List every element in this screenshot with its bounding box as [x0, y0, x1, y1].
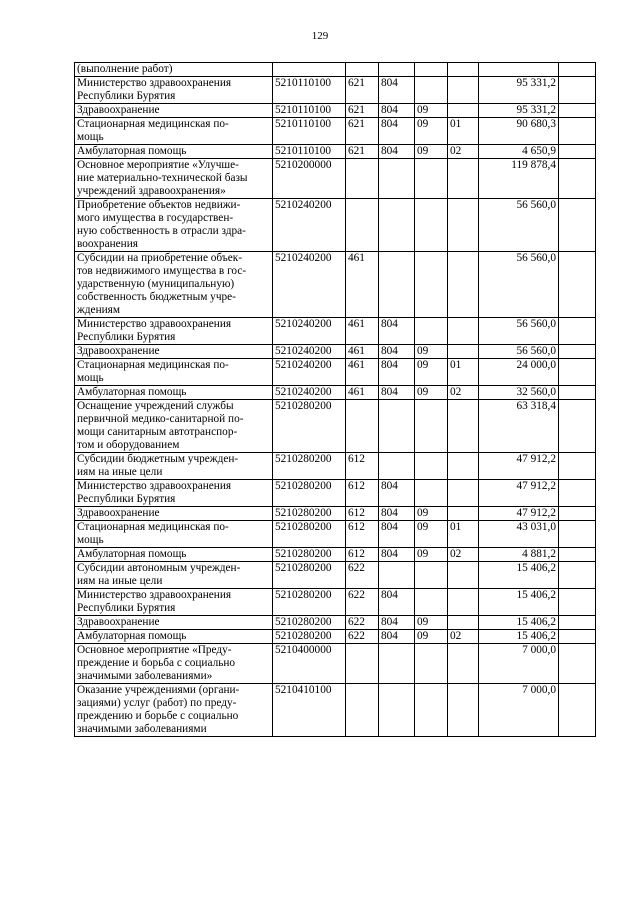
amount-cell: 47 912,2: [479, 480, 559, 507]
expense-type-cell: [346, 159, 379, 199]
row-name-cell: Министерство здравоохранения Республики Бурятия: [75, 77, 273, 104]
expense-type-cell: 622: [346, 589, 379, 616]
extra-cell: [559, 548, 596, 562]
extra-cell: [559, 630, 596, 644]
row-name-cell: Основное мероприятие «Улучше- ние материально-технической базы учреждений здравоохранения»: [75, 159, 273, 199]
subsection-cell: [448, 684, 479, 737]
extra-cell: [559, 521, 596, 548]
amount-cell: 56 560,0: [479, 252, 559, 318]
ministry-code-cell: [379, 644, 415, 684]
row-name-cell: Министерство здравоохранения Республики Бурятия: [75, 589, 273, 616]
amount-cell: 24 000,0: [479, 359, 559, 386]
section-cell: 09: [415, 616, 448, 630]
ministry-code-cell: 804: [379, 386, 415, 400]
section-cell: 09: [415, 104, 448, 118]
subsection-cell: [448, 345, 479, 359]
section-cell: [415, 159, 448, 199]
ministry-code-cell: 804: [379, 345, 415, 359]
extra-cell: [559, 104, 596, 118]
amount-cell: 63 318,4: [479, 400, 559, 453]
ministry-code-cell: [379, 199, 415, 252]
subsection-cell: [448, 159, 479, 199]
section-cell: 09: [415, 630, 448, 644]
ministry-code-cell: 804: [379, 359, 415, 386]
amount-cell: 47 912,2: [479, 507, 559, 521]
ministry-code-cell: 804: [379, 630, 415, 644]
section-cell: 09: [415, 345, 448, 359]
row-name-cell: Субсидии автономным учрежден- иям на иные цели: [75, 562, 273, 589]
table-row: [75, 630, 596, 644]
target-article-cell: 5210280200: [273, 562, 346, 589]
ministry-code-cell: [379, 252, 415, 318]
target-article-cell: 5210200000: [273, 159, 346, 199]
row-name-cell: (выполнение работ): [75, 63, 273, 77]
table-row: [75, 199, 596, 252]
target-article-cell: 5210280200: [273, 400, 346, 453]
section-cell: 09: [415, 521, 448, 548]
amount-cell: 15 406,2: [479, 630, 559, 644]
target-article-cell: 5210240200: [273, 252, 346, 318]
ministry-code-cell: 804: [379, 118, 415, 145]
expense-type-cell: 612: [346, 480, 379, 507]
ministry-code-cell: [379, 400, 415, 453]
section-cell: [415, 589, 448, 616]
amount-cell: 56 560,0: [479, 318, 559, 345]
extra-cell: [559, 145, 596, 159]
row-name-cell: Амбулаторная помощь: [75, 145, 273, 159]
amount-cell: 95 331,2: [479, 104, 559, 118]
ministry-code-cell: 804: [379, 104, 415, 118]
budget-table-body: [75, 63, 596, 737]
target-article-cell: 5210280200: [273, 616, 346, 630]
table-row: [75, 345, 596, 359]
table-row: [75, 507, 596, 521]
section-cell: [415, 252, 448, 318]
table-row: [75, 548, 596, 562]
target-article-cell: 5210280200: [273, 507, 346, 521]
table-row: [75, 562, 596, 589]
table-row: [75, 118, 596, 145]
section-cell: 09: [415, 386, 448, 400]
page-number: 129: [311, 30, 329, 42]
target-article-cell: 5210410100: [273, 684, 346, 737]
amount-cell: 7 000,0: [479, 684, 559, 737]
target-article-cell: 5210240200: [273, 386, 346, 400]
ministry-code-cell: 804: [379, 548, 415, 562]
target-article-cell: 5210110100: [273, 77, 346, 104]
expense-type-cell: [346, 199, 379, 252]
section-cell: [415, 400, 448, 453]
subsection-cell: [448, 199, 479, 252]
target-article-cell: 5210240200: [273, 359, 346, 386]
table-row: [75, 480, 596, 507]
table-row: [75, 386, 596, 400]
ministry-code-cell: [379, 453, 415, 480]
amount-cell: 15 406,2: [479, 589, 559, 616]
expense-type-cell: 622: [346, 616, 379, 630]
subsection-cell: 01: [448, 118, 479, 145]
target-article-cell: 5210240200: [273, 345, 346, 359]
extra-cell: [559, 359, 596, 386]
amount-cell: 90 680,3: [479, 118, 559, 145]
subsection-cell: [448, 507, 479, 521]
table-row: [75, 318, 596, 345]
table-row: [75, 589, 596, 616]
row-name-cell: Приобретение объектов недвижи- мого имущества в государствен- ную собственность в отрасли здра- воохранения: [75, 199, 273, 252]
amount-cell: 43 031,0: [479, 521, 559, 548]
subsection-cell: [448, 453, 479, 480]
target-article-cell: [273, 63, 346, 77]
target-article-cell: 5210110100: [273, 145, 346, 159]
extra-cell: [559, 562, 596, 589]
section-cell: [415, 63, 448, 77]
section-cell: [415, 562, 448, 589]
expense-type-cell: [346, 400, 379, 453]
extra-cell: [559, 159, 596, 199]
row-name-cell: Субсидии бюджетным учрежден- иям на иные цели: [75, 453, 273, 480]
budget-table: [74, 62, 596, 737]
extra-cell: [559, 480, 596, 507]
table-row: [75, 644, 596, 684]
extra-cell: [559, 63, 596, 77]
table-row: [75, 63, 596, 77]
amount-cell: 56 560,0: [479, 345, 559, 359]
subsection-cell: [448, 616, 479, 630]
extra-cell: [559, 386, 596, 400]
subsection-cell: [448, 318, 479, 345]
extra-cell: [559, 199, 596, 252]
amount-cell: 56 560,0: [479, 199, 559, 252]
extra-cell: [559, 507, 596, 521]
target-article-cell: 5210400000: [273, 644, 346, 684]
subsection-cell: [448, 400, 479, 453]
section-cell: [415, 77, 448, 104]
extra-cell: [559, 644, 596, 684]
expense-type-cell: 461: [346, 359, 379, 386]
ministry-code-cell: 804: [379, 145, 415, 159]
expense-type-cell: 461: [346, 345, 379, 359]
subsection-cell: [448, 589, 479, 616]
ministry-code-cell: 804: [379, 616, 415, 630]
subsection-cell: [448, 63, 479, 77]
extra-cell: [559, 77, 596, 104]
ministry-code-cell: 804: [379, 480, 415, 507]
section-cell: 09: [415, 118, 448, 145]
amount-cell: 32 560,0: [479, 386, 559, 400]
amount-cell: 47 912,2: [479, 453, 559, 480]
table-row: [75, 400, 596, 453]
expense-type-cell: 621: [346, 104, 379, 118]
subsection-cell: 02: [448, 145, 479, 159]
section-cell: [415, 684, 448, 737]
table-row: [75, 77, 596, 104]
ministry-code-cell: 804: [379, 318, 415, 345]
expense-type-cell: 461: [346, 252, 379, 318]
target-article-cell: 5210240200: [273, 318, 346, 345]
expense-type-cell: 612: [346, 507, 379, 521]
table-row: [75, 145, 596, 159]
subsection-cell: [448, 104, 479, 118]
row-name-cell: Здравоохранение: [75, 616, 273, 630]
ministry-code-cell: [379, 159, 415, 199]
row-name-cell: Стационарная медицинская по- мощь: [75, 521, 273, 548]
extra-cell: [559, 589, 596, 616]
target-article-cell: 5210110100: [273, 118, 346, 145]
extra-cell: [559, 684, 596, 737]
amount-cell: [479, 63, 559, 77]
ministry-code-cell: 804: [379, 507, 415, 521]
table-row: [75, 616, 596, 630]
target-article-cell: 5210280200: [273, 589, 346, 616]
ministry-code-cell: 804: [379, 77, 415, 104]
section-cell: 09: [415, 359, 448, 386]
target-article-cell: 5210280200: [273, 630, 346, 644]
table-row: [75, 159, 596, 199]
table-row: [75, 521, 596, 548]
expense-type-cell: 621: [346, 118, 379, 145]
row-name-cell: Здравоохранение: [75, 507, 273, 521]
subsection-cell: 02: [448, 630, 479, 644]
row-name-cell: Субсидии на приобретение объек- тов недвижимого имущества в гос- ударственную (муниципальную) собственность бюджетным учре- ждениям: [75, 252, 273, 318]
ministry-code-cell: [379, 684, 415, 737]
amount-cell: 15 406,2: [479, 616, 559, 630]
expense-type-cell: 622: [346, 630, 379, 644]
section-cell: [415, 453, 448, 480]
section-cell: [415, 199, 448, 252]
row-name-cell: Оказание учреждениями (органи- зациями) услуг (работ) по преду- преждению и борьбе с социально значимыми заболеваниями: [75, 684, 273, 737]
ministry-code-cell: 804: [379, 521, 415, 548]
subsection-cell: 01: [448, 359, 479, 386]
row-name-cell: Оснащение учреждений службы первичной медико-санитарной по- мощи санитарным автотранспор- том и оборудованием: [75, 400, 273, 453]
expense-type-cell: 622: [346, 562, 379, 589]
row-name-cell: Министерство здравоохранения Республики Бурятия: [75, 480, 273, 507]
row-name-cell: Амбулаторная помощь: [75, 630, 273, 644]
expense-type-cell: [346, 644, 379, 684]
amount-cell: 95 331,2: [479, 77, 559, 104]
expense-type-cell: 612: [346, 548, 379, 562]
subsection-cell: 02: [448, 548, 479, 562]
expense-type-cell: 461: [346, 386, 379, 400]
expense-type-cell: 621: [346, 77, 379, 104]
extra-cell: [559, 345, 596, 359]
row-name-cell: Амбулаторная помощь: [75, 548, 273, 562]
amount-cell: 4 881,2: [479, 548, 559, 562]
section-cell: 09: [415, 145, 448, 159]
table-row: [75, 359, 596, 386]
expense-type-cell: [346, 684, 379, 737]
target-article-cell: 5210110100: [273, 104, 346, 118]
target-article-cell: 5210280200: [273, 548, 346, 562]
target-article-cell: 5210280200: [273, 480, 346, 507]
target-article-cell: 5210280200: [273, 453, 346, 480]
subsection-cell: [448, 252, 479, 318]
row-name-cell: Министерство здравоохранения Республики Бурятия: [75, 318, 273, 345]
amount-cell: 4 650,9: [479, 145, 559, 159]
extra-cell: [559, 616, 596, 630]
section-cell: [415, 480, 448, 507]
table-row: [75, 252, 596, 318]
row-name-cell: Стационарная медицинская по- мощь: [75, 359, 273, 386]
section-cell: [415, 644, 448, 684]
table-row: [75, 684, 596, 737]
row-name-cell: Здравоохранение: [75, 345, 273, 359]
amount-cell: 15 406,2: [479, 562, 559, 589]
amount-cell: 7 000,0: [479, 644, 559, 684]
expense-type-cell: 621: [346, 145, 379, 159]
subsection-cell: [448, 77, 479, 104]
subsection-cell: [448, 562, 479, 589]
section-cell: [415, 318, 448, 345]
amount-cell: 119 878,4: [479, 159, 559, 199]
subsection-cell: 02: [448, 386, 479, 400]
row-name-cell: Здравоохранение: [75, 104, 273, 118]
expense-type-cell: 612: [346, 453, 379, 480]
ministry-code-cell: [379, 562, 415, 589]
section-cell: 09: [415, 548, 448, 562]
subsection-cell: 01: [448, 521, 479, 548]
row-name-cell: Стационарная медицинская по- мощь: [75, 118, 273, 145]
extra-cell: [559, 400, 596, 453]
expense-type-cell: 612: [346, 521, 379, 548]
ministry-code-cell: 804: [379, 589, 415, 616]
subsection-cell: [448, 480, 479, 507]
section-cell: 09: [415, 507, 448, 521]
target-article-cell: 5210240200: [273, 199, 346, 252]
expense-type-cell: [346, 63, 379, 77]
table-row: [75, 453, 596, 480]
table-row: [75, 104, 596, 118]
extra-cell: [559, 318, 596, 345]
row-name-cell: Основное мероприятие «Преду- преждение и борьба с социально значимыми заболеваниями»: [75, 644, 273, 684]
row-name-cell: Амбулаторная помощь: [75, 386, 273, 400]
extra-cell: [559, 252, 596, 318]
expense-type-cell: 461: [346, 318, 379, 345]
extra-cell: [559, 118, 596, 145]
subsection-cell: [448, 644, 479, 684]
extra-cell: [559, 453, 596, 480]
target-article-cell: 5210280200: [273, 521, 346, 548]
ministry-code-cell: [379, 63, 415, 77]
